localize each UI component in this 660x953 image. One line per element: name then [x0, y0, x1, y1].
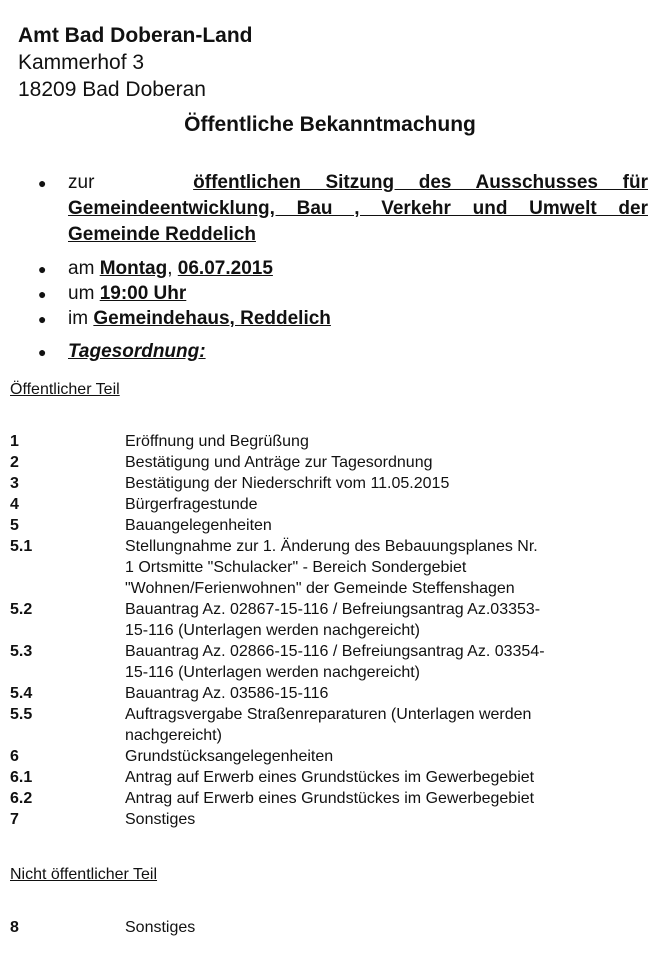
meeting-date: 06.07.2015	[177, 258, 273, 279]
bullet-icon: ●	[38, 261, 47, 277]
agenda-heading-item	[38, 339, 648, 364]
agenda-item-number: 2	[10, 454, 19, 471]
agenda-item-text: Bestätigung und Anträge zur Tagesordnung	[125, 454, 433, 471]
agenda-item-text: 15-116 (Unterlagen werden nachgereicht)	[125, 664, 420, 681]
agenda-item-number: 4	[10, 496, 19, 513]
bullet-icon: ●	[38, 175, 47, 191]
meeting-date-item	[38, 256, 648, 281]
agenda-item	[10, 431, 650, 452]
agenda-item-text: 1 Ortsmitte "Schulacker" - Bereich Sondergebiet	[125, 559, 467, 576]
agenda-item	[10, 515, 650, 536]
agenda-item-text: nachgereicht)	[125, 727, 222, 744]
agenda-item	[10, 809, 650, 830]
agenda-item-text: Bauantrag Az. 02866-15-116 / Befreiungsantrag Az. 03354-	[125, 643, 545, 660]
sender-address	[18, 22, 253, 103]
bullet-icon: ●	[38, 286, 47, 302]
agenda-item-text: Antrag auf Erwerb eines Grundstückes im Gewerbegebiet	[125, 790, 535, 807]
date-separator: ,	[167, 258, 173, 279]
agenda-item-number: 5.2	[10, 601, 33, 618]
agenda-item-number: 6.1	[10, 769, 33, 786]
meeting-prefix: zur	[68, 172, 95, 193]
bullet-icon: ●	[38, 311, 47, 327]
agenda-public-list	[10, 431, 650, 830]
agenda-item-text: Bauangelegenheiten	[125, 517, 272, 534]
agenda-item	[10, 788, 650, 809]
agenda-item-text: Auftragsvergabe Straßenreparaturen (Unterlagen werden	[125, 706, 532, 723]
agenda-item-text: Bürgerfragestunde	[125, 496, 258, 513]
agenda-item	[10, 917, 650, 938]
meeting-place-item	[38, 306, 648, 331]
agenda-heading: Tagesordnung:	[68, 341, 206, 362]
street-address: Kammerhof 3	[18, 51, 145, 74]
private-section-label: Nicht öffentlicher Teil	[10, 866, 158, 883]
agenda-item-text: Grundstücksangelegenheiten	[125, 748, 334, 765]
place-prefix: im	[68, 308, 89, 329]
agenda-item-text: Antrag auf Erwerb eines Grundstückes im Gewerbegebiet	[125, 769, 535, 786]
agenda-item	[10, 683, 650, 704]
agenda-item-number: 3	[10, 475, 19, 492]
agenda-item	[10, 536, 650, 599]
meeting-place: Gemeindehaus, Reddelich	[93, 308, 331, 329]
meeting-day: Montag	[99, 258, 168, 279]
agenda-item-number: 5.4	[10, 685, 33, 702]
agenda-item-number: 6	[10, 748, 19, 765]
meeting-details	[38, 170, 648, 364]
agenda-item-text: 15-116 (Unterlagen werden nachgereicht)	[125, 622, 420, 639]
public-section-label: Öffentlicher Teil	[10, 381, 120, 398]
agenda-item-number: 5.1	[10, 538, 33, 555]
agenda-item-text: Bestätigung der Niederschrift vom 11.05.2015	[125, 475, 450, 492]
agenda-item-number: 7	[10, 811, 19, 828]
agenda-item-text: Bauantrag Az. 02867-15-116 / Befreiungsantrag Az.03353-	[125, 601, 541, 618]
agenda-item-text: Sonstiges	[125, 919, 196, 936]
agenda-item-number: 1	[10, 433, 19, 450]
bullet-icon: ●	[38, 344, 47, 360]
meeting-time-item	[38, 281, 648, 306]
meeting-title-line-3: Gemeinde Reddelich	[68, 224, 256, 245]
agenda-item	[10, 452, 650, 473]
agenda-item	[10, 746, 650, 767]
agenda-item	[10, 767, 650, 788]
meeting-type-item	[38, 170, 648, 249]
time-prefix: um	[68, 283, 95, 304]
agenda-item-text: Sonstiges	[125, 811, 196, 828]
agenda-private-list	[10, 917, 650, 938]
agenda-item-number: 8	[10, 919, 19, 936]
agenda-item-text: Stellungnahme zur 1. Änderung des Bebauungsplanes Nr.	[125, 538, 538, 555]
city-address: 18209 Bad Doberan	[18, 78, 206, 101]
meeting-time: 19:00 Uhr	[99, 283, 187, 304]
date-prefix: am	[68, 258, 95, 279]
organization-name: Amt Bad Doberan-Land	[18, 24, 253, 47]
agenda-item	[10, 704, 650, 746]
agenda-item-text: Eröffnung und Begrüßung	[125, 433, 309, 450]
document-title: Öffentliche Bekanntmachung	[184, 113, 476, 136]
agenda-item	[10, 641, 650, 683]
meeting-title-line-2: Gemeindeentwicklung, Bau , Verkehr und Umwelt der	[68, 198, 648, 219]
agenda-item-text: "Wohnen/Ferienwohnen" der Gemeinde Steffenshagen	[125, 580, 515, 597]
agenda-item-number: 6.2	[10, 790, 33, 807]
agenda-item-text: Bauantrag Az. 03586-15-116	[125, 685, 329, 702]
agenda-item	[10, 494, 650, 515]
meeting-title-line-1: öffentlichen Sitzung des Ausschusses für	[193, 172, 648, 193]
agenda-item-number: 5.3	[10, 643, 33, 660]
agenda-item	[10, 473, 650, 494]
agenda-item-number: 5.5	[10, 706, 33, 723]
agenda-item	[10, 599, 650, 641]
agenda-item-number: 5	[10, 517, 19, 534]
